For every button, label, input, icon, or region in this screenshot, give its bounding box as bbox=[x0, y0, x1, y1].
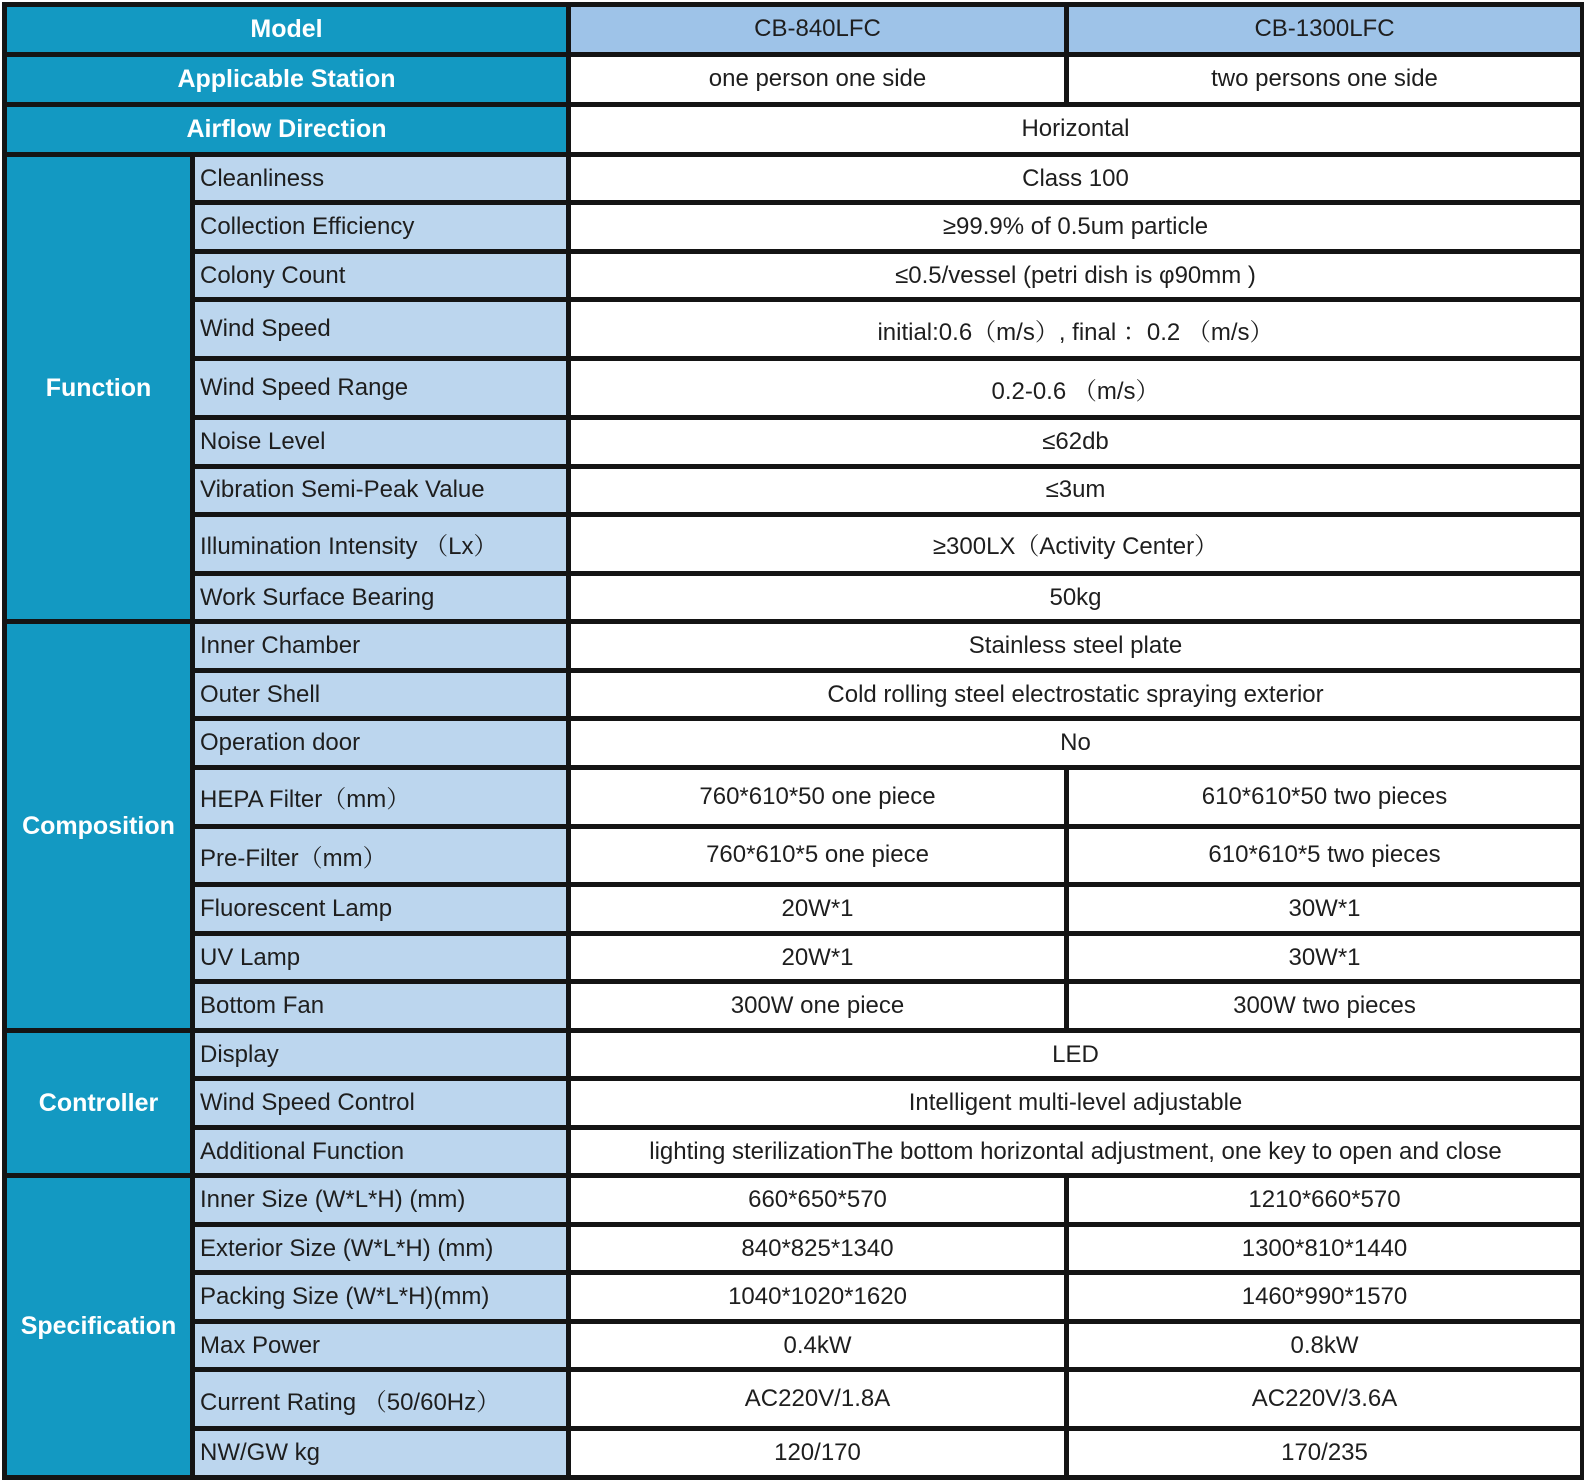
row-value: Cold rolling steel electrostatic spraying exterior bbox=[569, 670, 1583, 719]
model-name: CB-840LFC bbox=[569, 5, 1067, 55]
row-label: Noise Level bbox=[193, 418, 569, 467]
row-value: lighting sterilizationThe bottom horizontal adjustment, one key to open and close bbox=[569, 1127, 1583, 1176]
row-label: Work Surface Bearing bbox=[193, 573, 569, 622]
section-title-controller: Controller bbox=[5, 1030, 193, 1176]
row-value: Intelligent multi-level adjustable bbox=[569, 1079, 1583, 1128]
airflow-value: Horizontal bbox=[569, 104, 1583, 154]
row-label: Current Rating （50/60Hz） bbox=[193, 1370, 569, 1429]
row-value: 170/235 bbox=[1067, 1429, 1583, 1478]
table-row bbox=[5, 622, 1583, 671]
row-label: Wind Speed bbox=[193, 300, 569, 359]
row-value: 0.4kW bbox=[569, 1321, 1067, 1370]
section-title-specification: Specification bbox=[5, 1176, 193, 1478]
row-value: 30W*1 bbox=[1067, 933, 1583, 982]
spec-table bbox=[2, 2, 1584, 1480]
row-value: 1040*1020*1620 bbox=[569, 1273, 1067, 1322]
station-label: Applicable Station bbox=[5, 54, 569, 104]
table-row bbox=[5, 466, 1583, 515]
row-value: ≥99.9% of 0.5um particle bbox=[569, 203, 1583, 252]
row-label: Collection Efficiency bbox=[193, 203, 569, 252]
row-value: 0.8kW bbox=[1067, 1321, 1583, 1370]
row-label: Wind Speed Range bbox=[193, 359, 569, 418]
row-label: NW/GW kg bbox=[193, 1429, 569, 1478]
row-label: Illumination Intensity （Lx） bbox=[193, 515, 569, 574]
airflow-row bbox=[5, 104, 1583, 154]
row-label: Pre-Filter（mm） bbox=[193, 826, 569, 885]
table-row bbox=[5, 982, 1583, 1031]
row-value: Stainless steel plate bbox=[569, 622, 1583, 671]
row-label: HEPA Filter（mm） bbox=[193, 767, 569, 826]
table-row bbox=[5, 203, 1583, 252]
section-title-composition: Composition bbox=[5, 622, 193, 1031]
row-value: ≤62db bbox=[569, 418, 1583, 467]
row-value: 760*610*50 one piece bbox=[569, 767, 1067, 826]
table-row bbox=[5, 670, 1583, 719]
row-label: Exterior Size (W*L*H) (mm) bbox=[193, 1224, 569, 1273]
table-row bbox=[5, 1429, 1583, 1478]
section-title-function: Function bbox=[5, 154, 193, 621]
row-value: 50kg bbox=[569, 573, 1583, 622]
table-row bbox=[5, 885, 1583, 934]
row-label: UV Lamp bbox=[193, 933, 569, 982]
table-row bbox=[5, 359, 1583, 418]
airflow-label: Airflow Direction bbox=[5, 104, 569, 154]
table-row bbox=[5, 1224, 1583, 1273]
row-value: 120/170 bbox=[569, 1429, 1067, 1478]
row-value: 660*650*570 bbox=[569, 1176, 1067, 1225]
row-value: initial:0.6（m/s）, final ：0.2 （m/s） bbox=[569, 300, 1583, 359]
row-value: 20W*1 bbox=[569, 933, 1067, 982]
table-row bbox=[5, 826, 1583, 885]
station-row bbox=[5, 54, 1583, 104]
table-row bbox=[5, 418, 1583, 467]
row-value: 760*610*5 one piece bbox=[569, 826, 1067, 885]
table-row bbox=[5, 1370, 1583, 1429]
table-row bbox=[5, 154, 1583, 203]
row-label: Display bbox=[193, 1030, 569, 1079]
table-row bbox=[5, 1030, 1583, 1079]
row-value: 20W*1 bbox=[569, 885, 1067, 934]
row-label: Cleanliness bbox=[193, 154, 569, 203]
row-label: Packing Size (W*L*H)(mm) bbox=[193, 1273, 569, 1322]
model-row bbox=[5, 5, 1583, 55]
table-row bbox=[5, 515, 1583, 574]
row-label: Vibration Semi-Peak Value bbox=[193, 466, 569, 515]
table-row bbox=[5, 251, 1583, 300]
row-value: 610*610*5 two pieces bbox=[1067, 826, 1583, 885]
table-row bbox=[5, 1127, 1583, 1176]
table-row bbox=[5, 933, 1583, 982]
row-value: ≤0.5/vessel (petri dish is φ90mm ) bbox=[569, 251, 1583, 300]
row-label: Inner Size (W*L*H) (mm) bbox=[193, 1176, 569, 1225]
row-value: 0.2-0.6 （m/s） bbox=[569, 359, 1583, 418]
row-value: 1300*810*1440 bbox=[1067, 1224, 1583, 1273]
row-value: LED bbox=[569, 1030, 1583, 1079]
row-value: 300W one piece bbox=[569, 982, 1067, 1031]
row-label: Max Power bbox=[193, 1321, 569, 1370]
table-row bbox=[5, 1273, 1583, 1322]
station-value: one person one side bbox=[569, 54, 1067, 104]
row-value: No bbox=[569, 719, 1583, 768]
table-row bbox=[5, 1176, 1583, 1225]
row-label: Bottom Fan bbox=[193, 982, 569, 1031]
table-row bbox=[5, 1079, 1583, 1128]
table-row bbox=[5, 719, 1583, 768]
table-row bbox=[5, 1321, 1583, 1370]
row-value: ≤3um bbox=[569, 466, 1583, 515]
row-value: 1210*660*570 bbox=[1067, 1176, 1583, 1225]
row-label: Additional Function bbox=[193, 1127, 569, 1176]
row-label: Fluorescent Lamp bbox=[193, 885, 569, 934]
row-value: AC220V/3.6A bbox=[1067, 1370, 1583, 1429]
table-row bbox=[5, 767, 1583, 826]
row-value: 610*610*50 two pieces bbox=[1067, 767, 1583, 826]
row-value: AC220V/1.8A bbox=[569, 1370, 1067, 1429]
row-label: Inner Chamber bbox=[193, 622, 569, 671]
table-row bbox=[5, 300, 1583, 359]
row-value: 300W two pieces bbox=[1067, 982, 1583, 1031]
table-row bbox=[5, 573, 1583, 622]
row-label: Operation door bbox=[193, 719, 569, 768]
row-label: Colony Count bbox=[193, 251, 569, 300]
row-value: 840*825*1340 bbox=[569, 1224, 1067, 1273]
model-name: CB-1300LFC bbox=[1067, 5, 1583, 55]
row-value: 1460*990*1570 bbox=[1067, 1273, 1583, 1322]
row-value: 30W*1 bbox=[1067, 885, 1583, 934]
row-value: ≥300LX（Activity Center） bbox=[569, 515, 1583, 574]
row-label: Wind Speed Control bbox=[193, 1079, 569, 1128]
row-label: Outer Shell bbox=[193, 670, 569, 719]
station-value: two persons one side bbox=[1067, 54, 1583, 104]
row-value: Class 100 bbox=[569, 154, 1583, 203]
model-label: Model bbox=[5, 5, 569, 55]
